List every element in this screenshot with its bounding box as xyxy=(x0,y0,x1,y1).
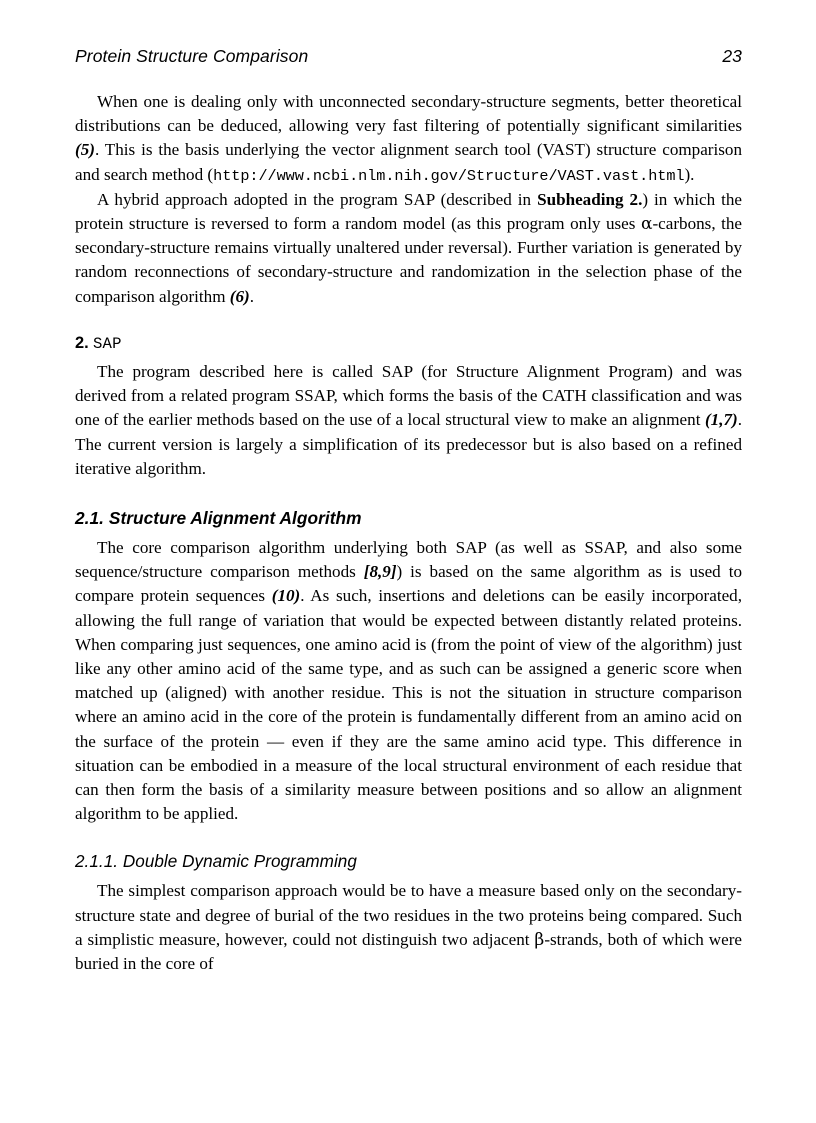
heading-section-2-title: SAP xyxy=(92,334,122,353)
citation-6: (6) xyxy=(229,286,250,306)
citation-10: (10) xyxy=(271,586,301,606)
para2-text-b: ) in which the protein structure is reversed to form a random model (as this program only uses xyxy=(75,189,742,234)
para1-text-a: When one is dealing only with unconnected secondary-structure segments, better theoretical distributions can be deduced, allowing very fast filtering of potentially significant similarities xyxy=(75,92,742,136)
para3-text-b: . The current version is largely a simplification of its predecessor but is also based on a refined iterative algorithm. xyxy=(75,410,742,478)
para2-text-d: . xyxy=(249,286,254,306)
paragraph-sap-description xyxy=(75,360,742,481)
running-head xyxy=(75,46,742,67)
greek-beta: β xyxy=(534,929,545,950)
para1-text-b: . This is the basis underlying the vector alignment search tool (VAST) structure comparison and search method ( xyxy=(75,140,742,184)
heading-section-2-1-1: 2.1.1. Double Dynamic Programming xyxy=(75,852,357,872)
para4-text-a: The core comparison algorithm underlying both SAP (as well as SSAP, and also some sequence/structure comparison methods xyxy=(75,538,742,582)
subheading-2-reference: Subheading 2. xyxy=(537,189,643,209)
para1-text-c: ). xyxy=(684,164,695,184)
citation-8-9: [8,9] xyxy=(363,562,397,582)
paragraph-core-comparison-algorithm xyxy=(75,536,742,826)
citation-1-7: (1,7) xyxy=(704,410,738,430)
greek-alpha: α xyxy=(640,214,653,235)
page-number: 23 xyxy=(722,46,742,66)
para4-text-c: . As such, insertions and deletions can be easily incorporated, allowing the full range of variation that would be expected between distantly related proteins. When comparing just sequences, one amino acid is (from the point of view of the algorithm) just like any other amino acid of the same type, and as such can be assigned a generic score when matched up (aligned) with another residue. This is not the situation in structure comparison where an amino acid in the core of the protein is fundamentally different from an amino acid on the surface of the protein — even if they are the same amino acid type. This difference in situation can be embodied in a measure of the local structural environment of each residue that can then form the basis of a similarity measure between positions and so allow an alignment algorithm to be applied. xyxy=(75,586,742,824)
para5-text-a: The simplest comparison approach would be to have a measure based only on the secondary-structure state and degree of burial of the two residues in the two proteins being compared. Such a simplistic measure, however, could not distinguish two adjacent xyxy=(75,881,742,949)
paragraph-unconnected-segments xyxy=(75,90,742,188)
para3-text-a: The program described here is called SAP (for Structure Alignment Program) and was derived from a related program SSAP, which forms the basis of the CATH classification and was one of the earlier methods based on the use of a local structural view to make an alignment xyxy=(75,362,742,430)
running-head-title: Protein Structure Comparison xyxy=(75,46,309,66)
para5-text-b: -strands, both of which were buried in the core of xyxy=(75,929,742,974)
vast-url: http://www.ncbi.nlm.nih.gov/Structure/VAST.vast.html xyxy=(213,166,685,185)
para2-text-c: -carbons, the secondary-structure remains virtually unaltered under reversal). Further variation is generated by random reconnections of secondary-structure and randomization in the selection phase of the comparison algorithm xyxy=(75,214,742,306)
para2-text-a: A hybrid approach adopted in the program SAP (described in xyxy=(97,189,538,209)
text-column xyxy=(75,90,742,976)
heading-section-2 xyxy=(75,309,742,360)
heading-section-2-1: 2.1. Structure Alignment Algorithm xyxy=(75,508,362,529)
para4-text-b: ) is based on the same algorithm as is used to compare protein sequences xyxy=(75,562,742,606)
paragraph-simplest-comparison xyxy=(75,879,742,976)
heading-section-2-number: 2. xyxy=(75,333,89,352)
citation-5: (5) xyxy=(75,140,95,160)
paragraph-hybrid-approach xyxy=(75,188,742,309)
